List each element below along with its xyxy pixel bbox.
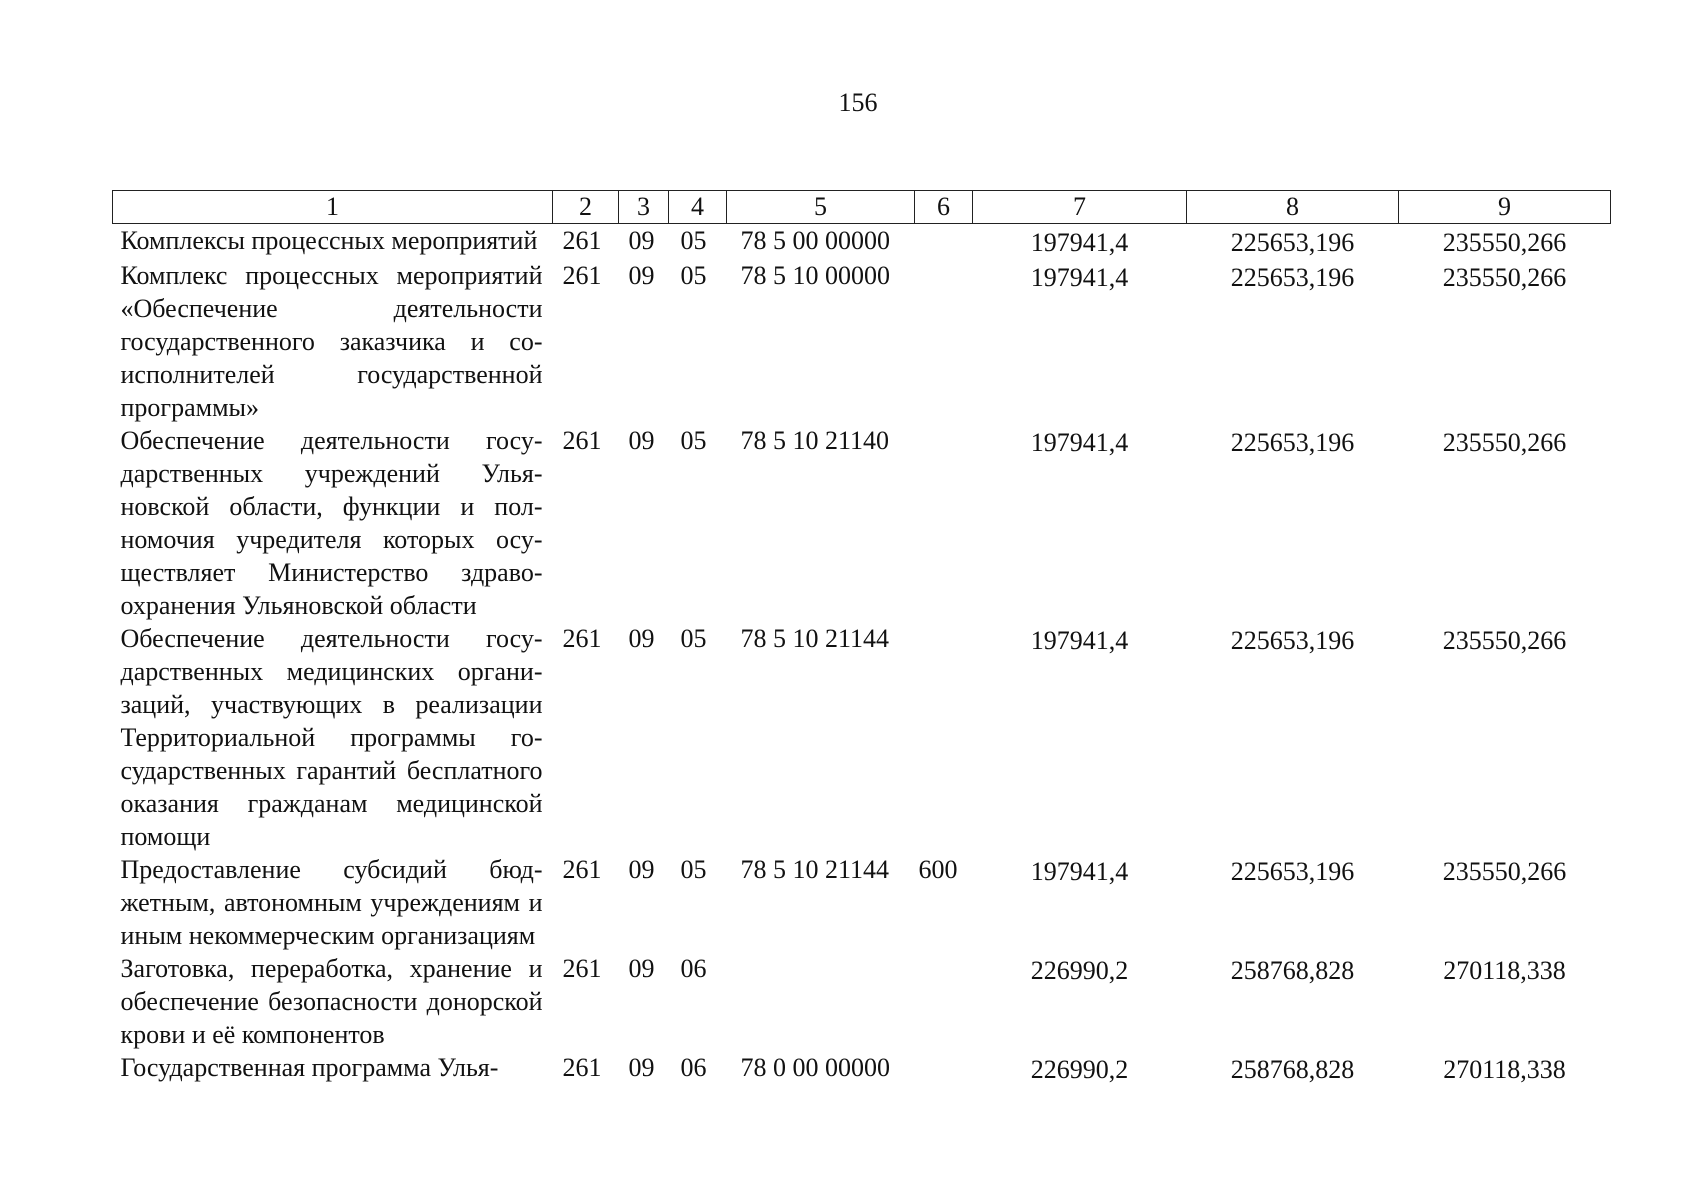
table-row	[113, 224, 1611, 260]
cell-amount-1: 226990,2	[1030, 956, 1129, 985]
cell-amount-2: 225653,196	[1230, 428, 1355, 457]
cell-code: 261	[562, 426, 602, 455]
cell-subsection: 06	[680, 954, 707, 983]
row-name: Предоставление субсидий бюджетным, автономным учреждениям и иным некоммерческим организациям	[120, 855, 543, 950]
cell-expense-type: 600	[918, 855, 958, 884]
cell-amount-3: 235550,266	[1442, 228, 1567, 257]
cell-expense-type	[915, 259, 973, 424]
cell-section: 09	[628, 624, 655, 653]
cell-subsection: 05	[680, 624, 707, 653]
cell-subsection: 05	[680, 855, 707, 884]
table-row	[113, 1051, 1611, 1086]
cell-target-article: 78 5 00 00000	[740, 226, 890, 255]
cell-amount-2: 225653,196	[1230, 228, 1355, 257]
cell-section: 09	[628, 261, 655, 290]
cell-code: 261	[562, 1053, 602, 1082]
row-name: Комплексы процессных мероприятий	[120, 226, 538, 255]
cell-expense-type	[915, 952, 973, 1051]
table-row	[113, 622, 1611, 853]
cell-amount-1: 197941,4	[1030, 428, 1129, 457]
cell-subsection: 05	[680, 261, 707, 290]
cell-amount-2: 225653,196	[1230, 626, 1355, 655]
cell-amount-3: 235550,266	[1442, 428, 1567, 457]
cell-target-article	[727, 952, 915, 1051]
cell-expense-type	[915, 424, 973, 622]
column-header: 4	[669, 191, 727, 224]
column-header: 8	[1187, 191, 1399, 224]
cell-code: 261	[562, 624, 602, 653]
cell-amount-3: 235550,266	[1442, 626, 1567, 655]
table-row	[113, 424, 1611, 622]
cell-code: 261	[562, 261, 602, 290]
cell-target-article: 78 5 10 21144	[740, 855, 890, 884]
cell-subsection: 05	[680, 226, 707, 255]
cell-amount-1: 197941,4	[1030, 228, 1129, 257]
cell-target-article: 78 5 10 00000	[740, 261, 890, 290]
cell-target-article: 78 5 10 21144	[740, 624, 890, 653]
table-row	[113, 952, 1611, 1051]
cell-amount-1: 197941,4	[1030, 626, 1129, 655]
cell-code: 261	[562, 855, 602, 884]
cell-expense-type	[915, 622, 973, 853]
row-name: Заготовка, переработка, хранение и обеспечение безопасности донорской крови и её компонентов	[120, 954, 543, 1049]
row-name: Обеспечение деятельности государственных медицинских организаций, участвующих в реализации Территориальной программы государственных гарантий бесплатного оказания гражданам медицинской помощи	[120, 624, 543, 851]
cell-amount-2: 258768,828	[1230, 1055, 1355, 1084]
cell-target-article: 78 0 00 00000	[740, 1053, 890, 1082]
cell-amount-2: 258768,828	[1230, 956, 1355, 985]
page-number: 156	[838, 88, 878, 117]
column-header: 9	[1399, 191, 1611, 224]
cell-amount-2: 225653,196	[1230, 263, 1355, 292]
cell-subsection: 06	[680, 1053, 707, 1082]
cell-amount-3: 235550,266	[1442, 263, 1567, 292]
column-header: 2	[553, 191, 619, 224]
cell-target-article: 78 5 10 21140	[740, 426, 890, 455]
row-name: Комплекс процессных мероприятий «Обеспечение деятельности государственного заказчика и соисполнителей государственной программы»	[120, 261, 543, 422]
table-row	[113, 853, 1611, 952]
cell-section: 09	[628, 426, 655, 455]
row-name: Государственная программа Улья-	[120, 1053, 499, 1082]
cell-amount-3: 270118,338	[1443, 1055, 1566, 1084]
column-header: 6	[915, 191, 973, 224]
cell-section: 09	[628, 954, 655, 983]
budget-table	[112, 190, 1611, 1086]
row-name: Обеспечение деятельности государственных учреждений Ульяновской области, функции и полномочия учредителя которых осуществляет Министерство здравоохранения Ульяновской области	[120, 426, 543, 620]
cell-amount-1: 226990,2	[1030, 1055, 1129, 1084]
table-row	[113, 259, 1611, 424]
cell-subsection: 05	[680, 426, 707, 455]
cell-amount-3: 270118,338	[1443, 956, 1566, 985]
cell-amount-1: 197941,4	[1030, 857, 1129, 886]
column-number-row	[113, 191, 1611, 224]
cell-amount-1: 197941,4	[1030, 263, 1129, 292]
cell-expense-type	[915, 224, 973, 260]
cell-section: 09	[628, 855, 655, 884]
cell-section: 09	[628, 226, 655, 255]
column-header: 5	[727, 191, 915, 224]
cell-code: 261	[562, 954, 602, 983]
cell-section: 09	[628, 1053, 655, 1082]
column-header: 7	[973, 191, 1187, 224]
cell-amount-3: 235550,266	[1442, 857, 1567, 886]
cell-amount-2: 225653,196	[1230, 857, 1355, 886]
column-header: 3	[619, 191, 669, 224]
cell-code: 261	[562, 226, 602, 255]
column-header: 1	[113, 191, 553, 224]
cell-expense-type	[915, 1051, 973, 1086]
